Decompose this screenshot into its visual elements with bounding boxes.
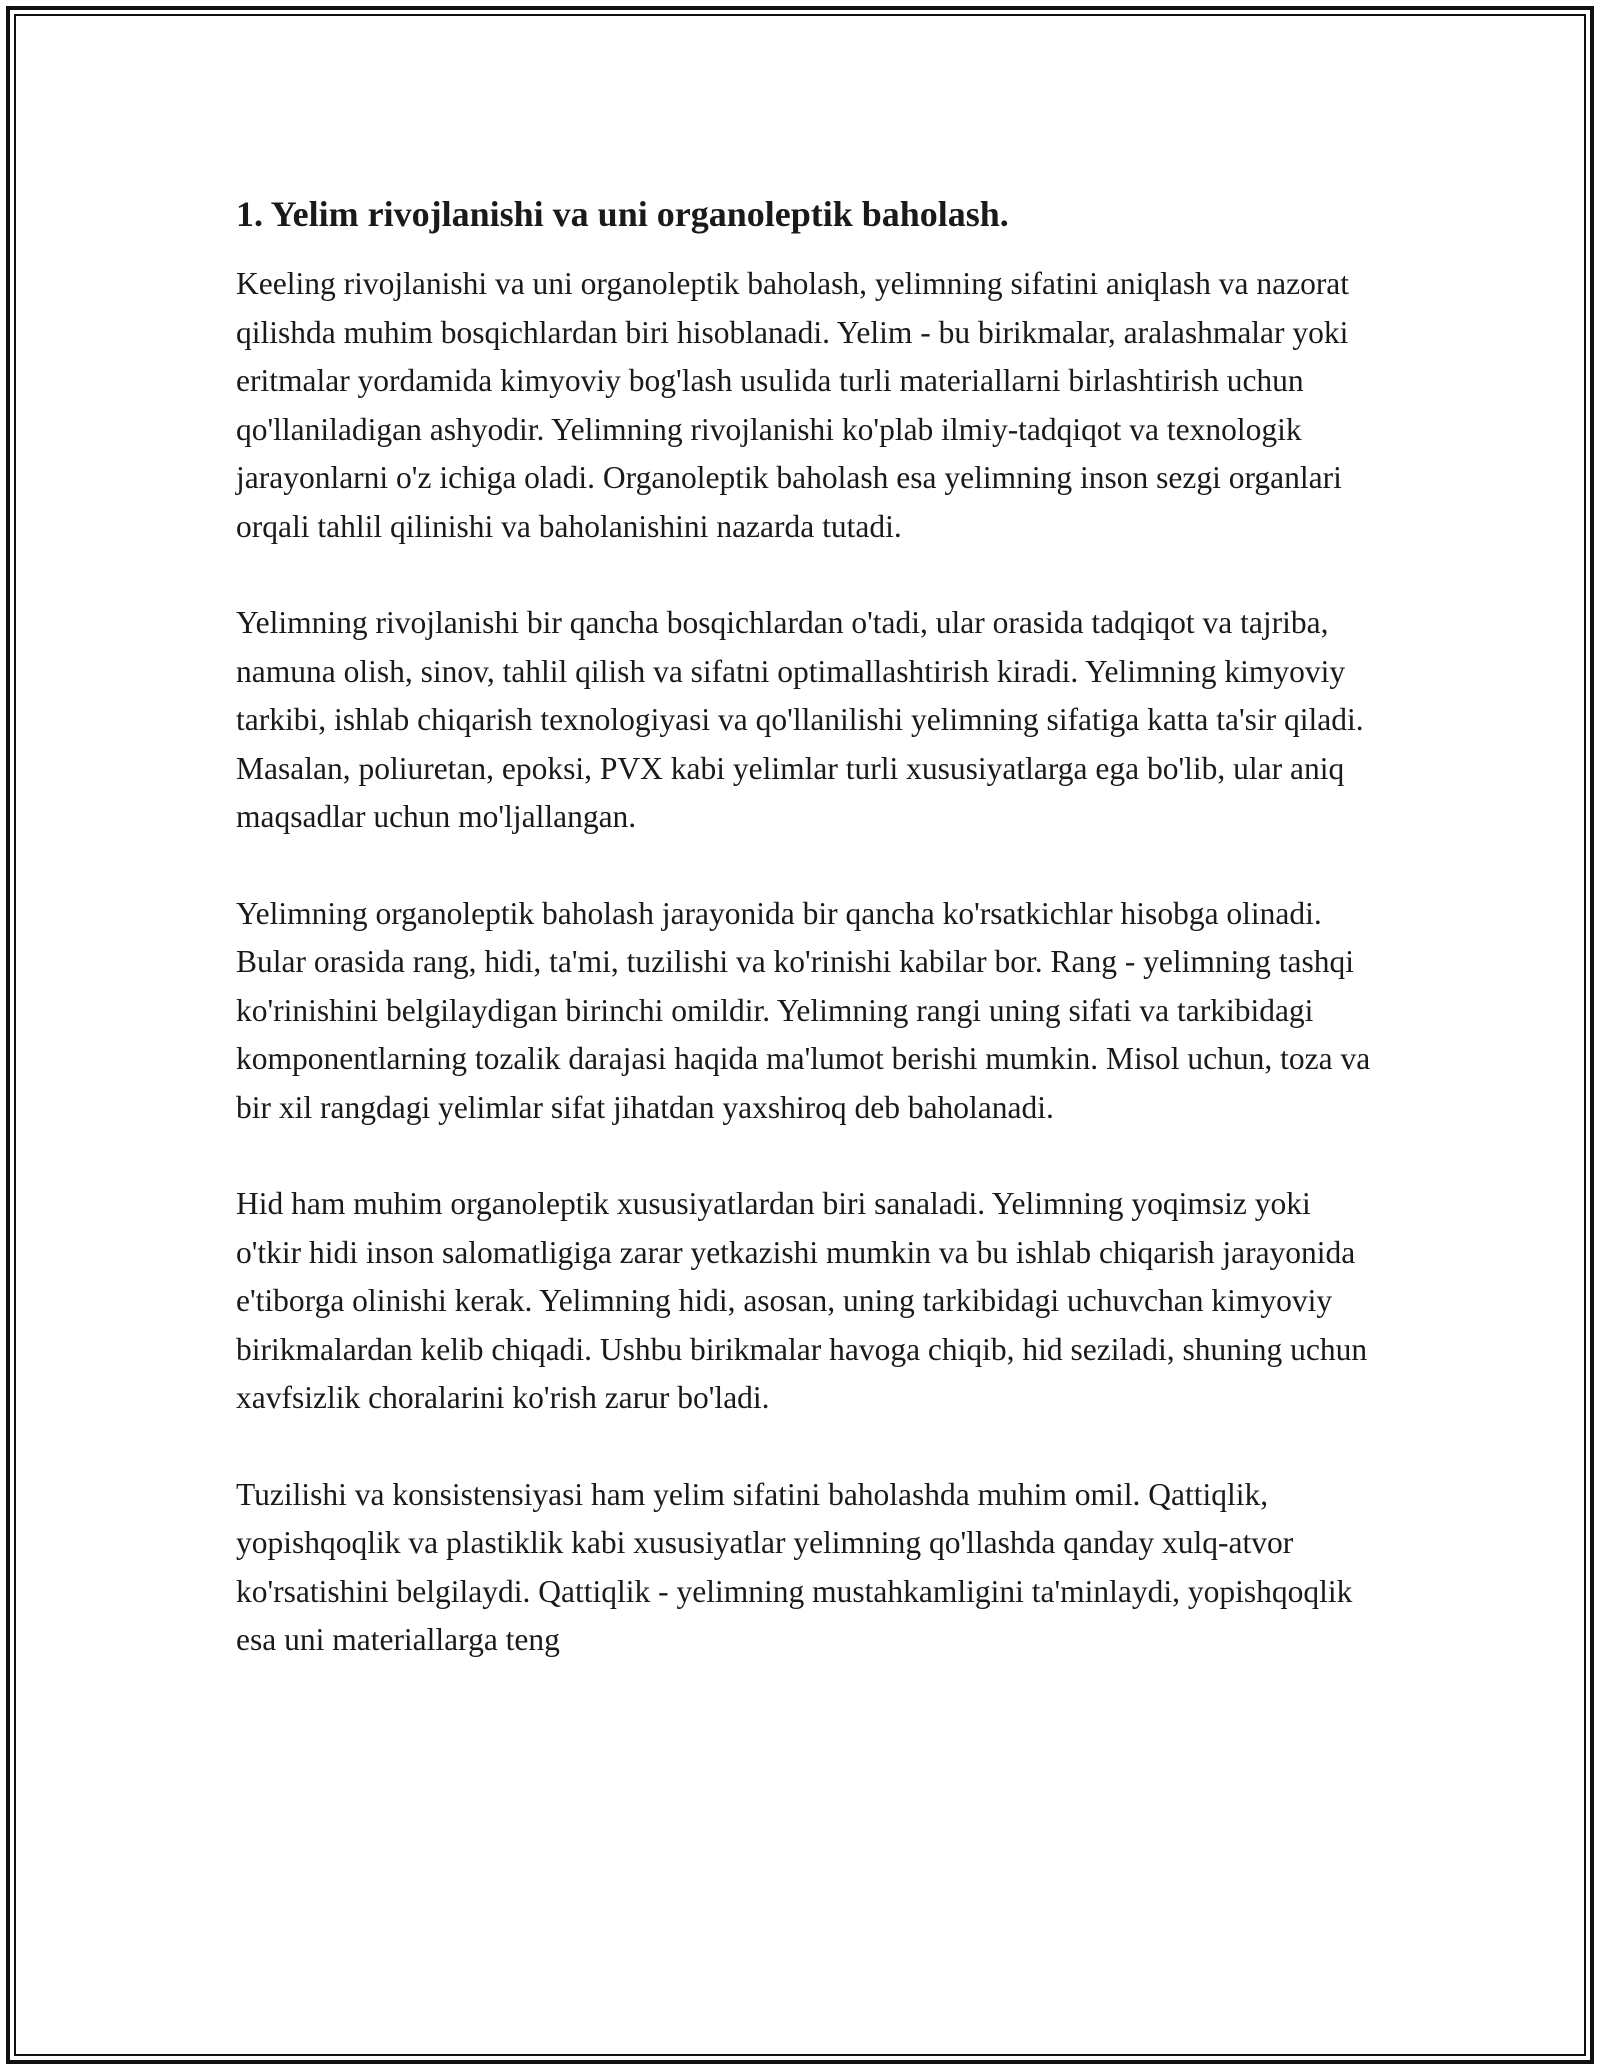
- paragraph-5: Tuzilishi va konsistensiyasi ham yelim sifatini baholashda muhim omil. Qattiqlik, yopishqoqlik va plastiklik kabi xususiyatlar yelimning qo'llashda qanday xulq-atvor ko'rsatishini belgilaydi. Qattiqlik - yelimning mustahkamligini ta'minlaydi, yopishqoqlik esa uni materiallarga teng: [236, 1476, 1353, 1657]
- paragraph-4: Hid ham muhim organoleptik xususiyatlardan biri sanaladi. Yelimning yoqimsiz yoki o'tkir hidi inson salomatligiga zarar yetkazishi mumkin va bu ishlab chiqarish jarayonida e'tiborga olinishi kerak. Yelimning hidi, asosan, uning tarkibidagi uchuvchan kimyoviy birikmalardan kelib chiqadi. Ushbu birikmalar havoga chiqib, hid seziladi, shuning uchun xavfsizlik choralarini ko'rish zarur bo'ladi.: [236, 1186, 1368, 1415]
- paragraph-2: Yelimning rivojlanishi bir qancha bosqichlardan o'tadi, ular orasida tadqiqot va tajriba, namuna olish, sinov, tahlil qilish va sifatni optimallashtirish kiradi. Yelimning kimyoviy tarkibi, ishlab chiqarish texnologiyasi va qo'llanilishi yelimning sifatiga katta ta'sir qiladi. Masalan, poliuretan, epoksi, PVX kabi yelimlar turli xususiyatlarga ega bo'lib, ular aniq maqsadlar uchun mo'ljallangan.: [236, 605, 1364, 834]
- paragraph-1: Keeling rivojlanishi va uni organoleptik baholash, yelimning sifatini aniqlash va nazorat qilishda muhim bosqichlardan biri hisoblanadi. Yelim - bu birikmalar, aralashmalar yoki eritmalar yordamida kimyoviy bog'lash usulida turli materiallarni birlashtirish uchun qo'llaniladigan ashyodir. Yelimning rivojlanishi ko'plab ilmiy-tadqiqot va texnologik jarayonlarni o'z ichiga oladi. Organoleptik baholash esa yelimning inson sezgi organlari orqali tahlil qilinishi va baholanishini nazarda tutadi.: [236, 266, 1350, 544]
- paragraph-3: Yelimning organoleptik baholash jarayonida bir qancha ko'rsatkichlar hisobga olinadi. Bular orasida rang, hidi, ta'mi, tuzilishi va ko'rinishi kabilar bor. Rang - yelimning tashqi ko'rinishini belgilaydigan birinchi omildir. Yelimning rangi uning sifati va tarkibidagi komponentlarning tozalik darajasi haqida ma'lumot berishi mumkin. Misol uchun, toza va bir xil rangdagi yelimlar sifat jihatdan yaxshiroq deb baholanadi.: [236, 895, 1371, 1125]
- section-heading: 1. Yelim rivojlanishi va uni organoleptik baholash.: [236, 194, 1009, 234]
- document-body: [236, 186, 1376, 1713]
